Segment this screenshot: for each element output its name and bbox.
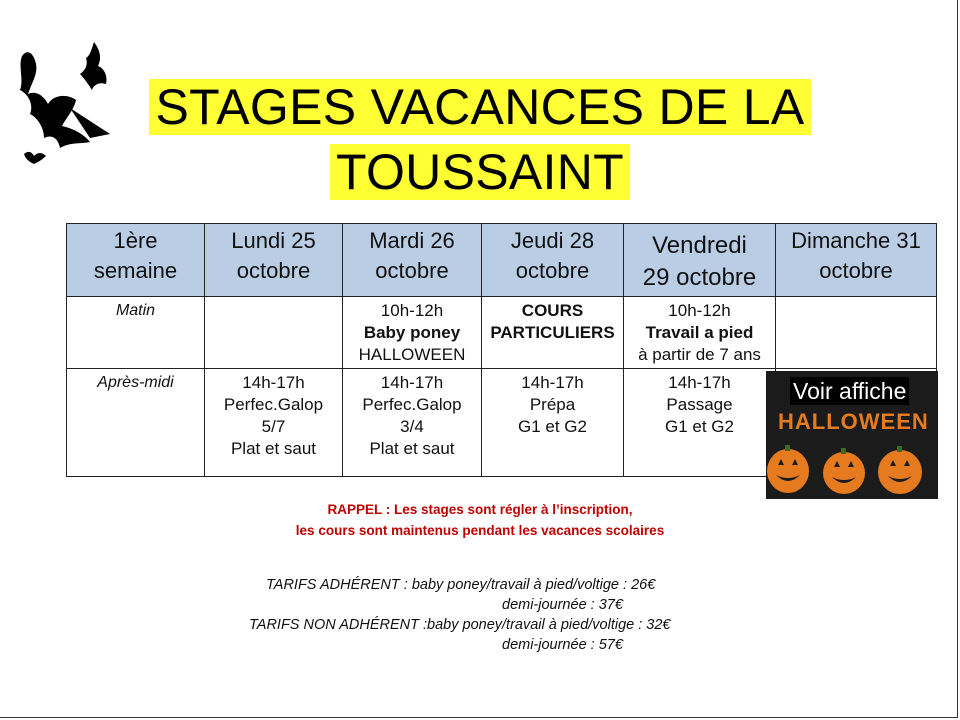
page-title-line-1: STAGES VACANCES DE LA xyxy=(0,78,960,136)
tarif-non-member: TARIFS NON ADHÉRENT :baby poney/travail à pied/voltige : 32€ xyxy=(249,617,671,633)
page-title-line-2: TOUSSAINT xyxy=(0,143,960,201)
header-sunday: Dimanche 31 octobre xyxy=(776,224,937,297)
cell-afternoon-thursday: 14h-17h Prépa G1 et G2 xyxy=(482,369,624,477)
poster-label: Voir affiche xyxy=(790,377,909,405)
cell-morning-tuesday: 10h-12h Baby poney HALLOWEEN xyxy=(343,297,482,369)
row-label-afternoon: Après-midi xyxy=(67,369,205,477)
header-tuesday: Mardi 26 octobre xyxy=(343,224,482,297)
header-week: 1ère semaine xyxy=(67,224,205,297)
table-row-morning xyxy=(67,297,937,369)
poster-halloween-word: HALLOWEEN xyxy=(778,409,929,434)
header-thursday: Jeudi 28 octobre xyxy=(482,224,624,297)
pumpkins-icon xyxy=(766,437,938,499)
cell-morning-thursday: COURS PARTICULIERS xyxy=(482,297,624,369)
reminder-notice xyxy=(0,499,960,541)
cell-afternoon-monday: 14h-17h Perfec.Galop 5/7 Plat et saut xyxy=(205,369,343,477)
reminder-line-2: les cours sont maintenus pendant les vacances scolaires xyxy=(295,523,665,538)
table-header-row xyxy=(67,224,937,297)
row-label-morning: Matin xyxy=(67,297,205,369)
header-friday: Vendredi 29 octobre xyxy=(624,224,776,297)
reminder-line-1: RAPPEL : Les stages sont régler à l’inscription, xyxy=(327,502,633,517)
cell-morning-sunday xyxy=(776,297,937,369)
cell-afternoon-tuesday: 14h-17h Perfec.Galop 3/4 Plat et saut xyxy=(343,369,482,477)
tarif-member: TARIFS ADHÉRENT : baby poney/travail à pied/voltige : 26€ xyxy=(266,577,656,593)
tarif-member-half-day: demi-journée : 37€ xyxy=(502,597,623,613)
cell-afternoon-friday: 14h-17h Passage G1 et G2 xyxy=(624,369,776,477)
cell-morning-friday: 10h-12h Travail a pied à partir de 7 ans xyxy=(624,297,776,369)
header-monday: Lundi 25 octobre xyxy=(205,224,343,297)
tarif-non-member-half-day: demi-journée : 57€ xyxy=(502,637,623,653)
cell-morning-monday xyxy=(205,297,343,369)
halloween-poster-link[interactable] xyxy=(766,371,938,499)
